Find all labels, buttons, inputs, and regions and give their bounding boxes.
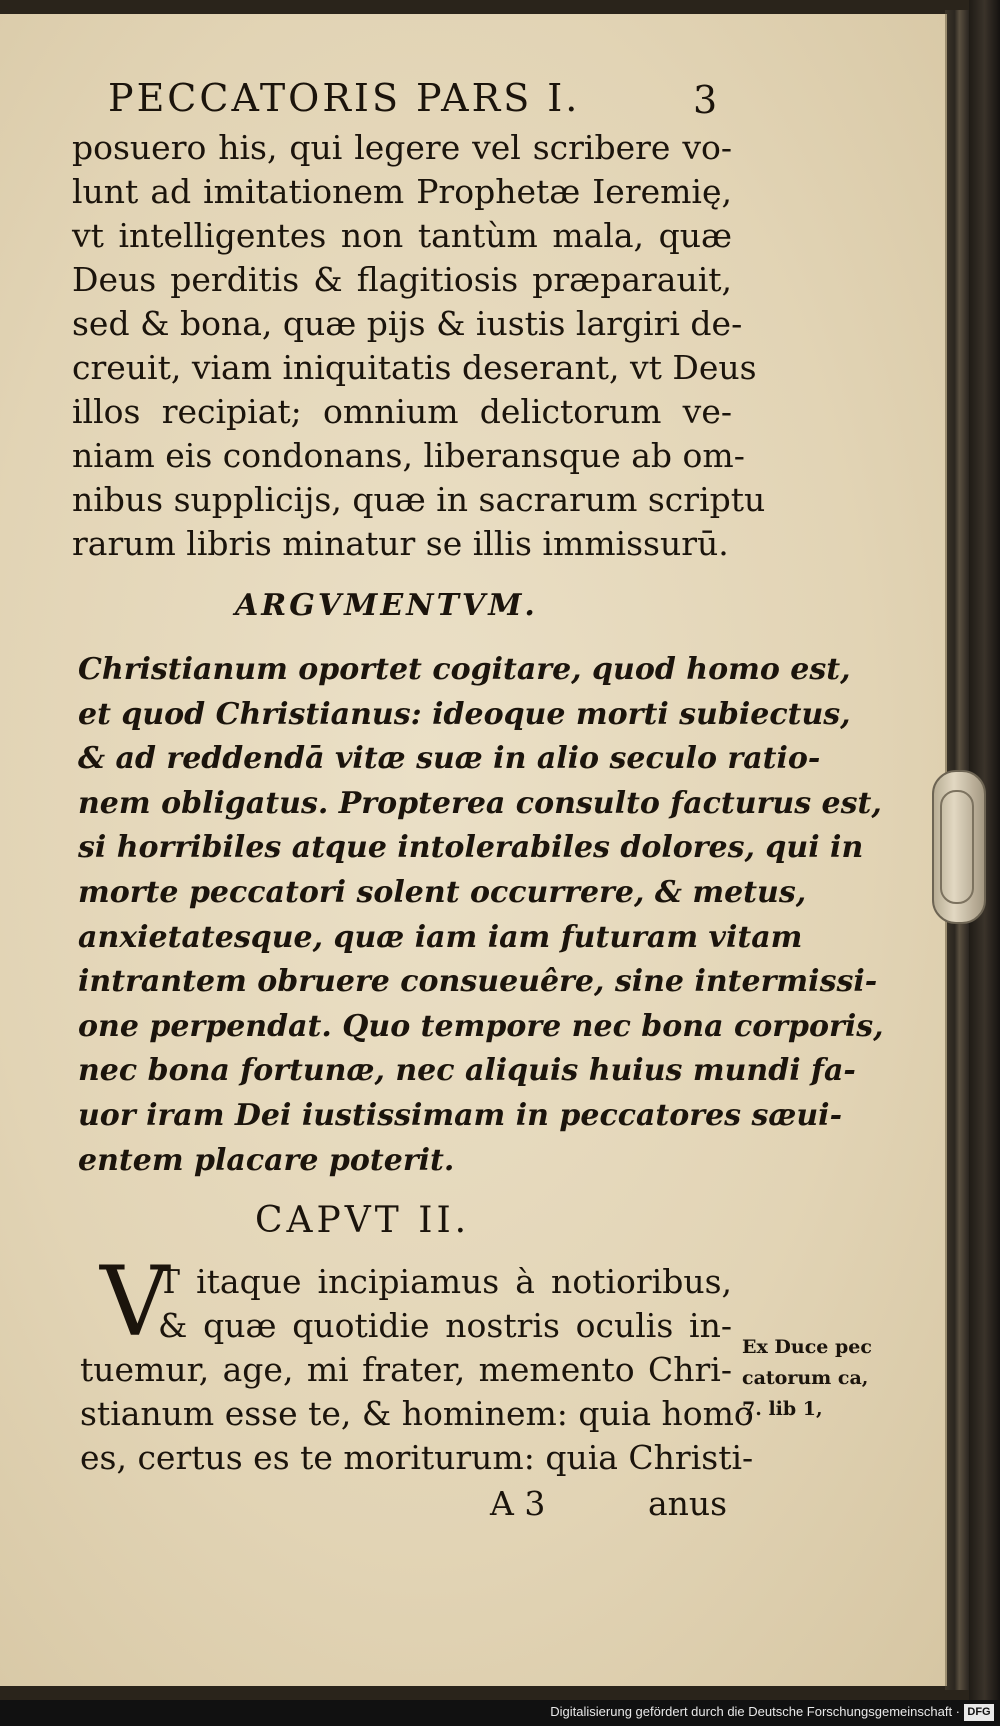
argument-line: anxietatesque, quæ iam iam futuram vitam: [78, 919, 803, 955]
page-number: 3: [693, 78, 721, 122]
argument-line: Christianum oportet cogitare, quod homo est,: [78, 652, 851, 687]
argument-line: & ad reddendā vitæ suæ in alio seculo ratio-: [78, 741, 821, 777]
signature-mark: A 3: [490, 1484, 546, 1523]
drop-cap: V: [100, 1246, 170, 1358]
text-line: illos recipiat; omnium delictorum ve-: [72, 392, 732, 431]
margin-note: [742, 1332, 912, 1425]
running-head: [108, 76, 728, 120]
footer-credit: Digitalisierung gefördert durch die Deutsche Forschungsgemeinschaft ·: [550, 1704, 960, 1719]
dfg-logo: DFG: [964, 1704, 994, 1721]
page-clip-inner: [940, 790, 974, 904]
argument-line: nec bona fortunæ, nec aliquis huius mundi fa-: [78, 1053, 856, 1089]
margin-note-line: catorum ca,: [742, 1367, 869, 1389]
text-line: rarum libris minatur se illis immissurū.: [72, 524, 729, 563]
argument-line: morte peccatori solent occurrere, & metus,: [78, 874, 807, 910]
text-line: es, certus es te moriturum: quia Christi-: [80, 1438, 754, 1477]
text-line: Deus perditis & flagitiosis præparauit,: [72, 260, 732, 299]
argument-line: entem placare poterit.: [78, 1142, 455, 1178]
running-head-title: PECCATORIS PARS I.: [108, 76, 581, 120]
text-line: & quæ quotidie nostris oculis in-: [158, 1306, 732, 1345]
argument-line: one perpendat. Quo tempore nec bona corporis,: [78, 1008, 884, 1044]
margin-note-line: Ex Duce pec: [742, 1336, 872, 1358]
argument-line: et quod Christianus: ideoque morti subiectus,: [78, 696, 851, 732]
argument-block: [78, 648, 884, 1183]
text-line: vt intelligentes non tantùm mala, quæ: [72, 216, 732, 255]
text-line: tuemur, age, mi frater, memento Chri-: [80, 1350, 732, 1389]
text-line: creuit, viam iniquitatis deserant, vt Deus: [72, 348, 757, 387]
text-line: sed & bona, quæ pijs & iustis largiri de-: [72, 304, 743, 343]
chapter-text: [80, 1260, 754, 1480]
catchword: anus: [648, 1484, 728, 1523]
argument-line: intrantem obruere consueuêre, sine intermissi-: [78, 964, 878, 1000]
argument-line: uor iram Dei iustissimam in peccatores sæui-: [78, 1097, 843, 1133]
footer-bar: [0, 1700, 1000, 1726]
text-line: lunt ad imitationem Prophetæ Ieremię,: [72, 172, 732, 211]
text-line: T itaque incipiamus à notioribus,: [158, 1262, 732, 1301]
argument-heading: ARGVMENTVM.: [235, 588, 538, 623]
text-line: stianum esse te, & hominem: quia homo: [80, 1394, 754, 1433]
chapter-heading: CAPVT II.: [255, 1200, 471, 1241]
argument-line: si horribiles atque intolerabiles dolores, qui in: [78, 830, 864, 866]
text-line: niam eis condonans, liberansque ab om-: [72, 436, 745, 475]
argument-line: nem obligatus. Propterea consulto facturus est,: [78, 785, 882, 821]
text-line: nibus supplicijs, quæ in sacrarum scriptu: [72, 480, 766, 519]
text-line: posuero his, qui legere vel scribere vo-: [72, 128, 732, 167]
margin-note-line: 7. lib 1,: [742, 1398, 823, 1420]
paragraph-top: [72, 126, 766, 566]
